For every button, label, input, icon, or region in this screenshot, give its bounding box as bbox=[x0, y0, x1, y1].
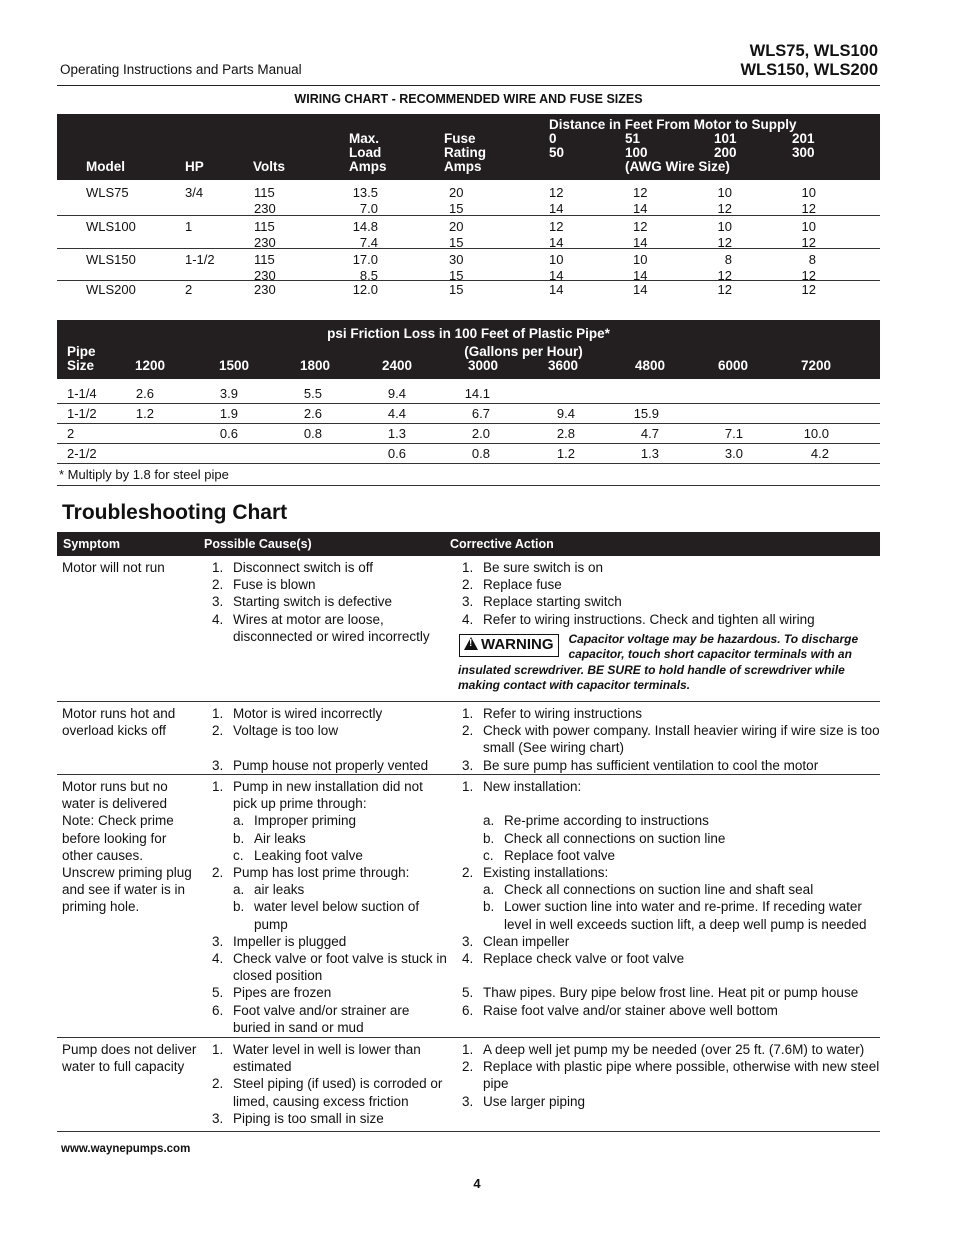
cell-amps: 14.8 7.4 bbox=[352, 219, 378, 250]
cause-list bbox=[207, 559, 447, 645]
cell-value: 2.6 bbox=[135, 386, 154, 401]
action-list bbox=[457, 1041, 880, 1110]
list-item: a. Improper priming bbox=[233, 813, 357, 829]
cell-d3: 10 12 bbox=[717, 185, 732, 216]
symptom: Motor will not run bbox=[62, 560, 165, 575]
col-model: Model bbox=[86, 159, 125, 174]
cell-value: 9.4 bbox=[387, 386, 406, 401]
cell-fuse: 20 15 bbox=[449, 219, 464, 250]
cell-d1: 12 14 bbox=[549, 219, 564, 250]
col-d4: 201 300 bbox=[792, 131, 815, 160]
cell-amps: 12.0 bbox=[352, 282, 378, 297]
website-link[interactable]: www.waynepumps.com bbox=[61, 1143, 191, 1155]
cell-value: 1.2 bbox=[135, 406, 154, 421]
wiring-row bbox=[57, 249, 880, 281]
cell-value: 0.8 bbox=[471, 446, 490, 461]
list-item: 1. New installation: bbox=[462, 779, 582, 794]
symptom: Motor runs but no water is delivered Note: Check prime before looking for other causes. Unscrew priming plug and see if water is in priming hole. bbox=[62, 779, 192, 915]
cell-volts: 115 230 bbox=[254, 219, 276, 250]
cell-amps: 13.5 7.0 bbox=[352, 185, 378, 216]
cell-value: 14.1 bbox=[464, 386, 490, 401]
cause-list bbox=[207, 705, 447, 774]
cell-hp: 3/4 bbox=[185, 185, 204, 200]
cell-value: 1.3 bbox=[387, 426, 406, 441]
friction-loss-chart bbox=[57, 320, 880, 486]
cell-value: 7.1 bbox=[724, 426, 743, 441]
cell-value: 5.5 bbox=[303, 386, 322, 401]
list-item: 3. Replace starting switch bbox=[462, 594, 622, 610]
col-gph: 1500 bbox=[219, 358, 250, 373]
cell-value: 2.8 bbox=[556, 426, 575, 441]
list-item: 1. A deep well jet pump my be needed (over 25 ft. (7.6M) to water) bbox=[462, 1042, 865, 1057]
warning-text: Capacitor voltage may be hazardous. To discharge capacitor, touch short capacitor terminals with an insulated screwdriver. BE SURE to hold handle of screwdriver while making contact with capacitor terminals. bbox=[458, 631, 859, 693]
list-item: a. Re-prime according to instructions bbox=[483, 813, 709, 829]
cell-value: 1.3 bbox=[640, 446, 659, 461]
cell-model: WLS200 bbox=[86, 282, 136, 297]
cell-d2: 10 14 bbox=[633, 252, 648, 283]
cell-d1: 14 bbox=[549, 282, 564, 297]
cell-value: 2.6 bbox=[303, 406, 322, 421]
symptom: Motor runs hot and overload kicks off bbox=[62, 706, 176, 739]
cell-amps: 17.0 8.5 bbox=[352, 252, 378, 283]
cell-d3: 8 12 bbox=[717, 252, 732, 283]
symptom: Pump does not deliver water to full capacity bbox=[62, 1042, 197, 1075]
list-item: 3. Impeller is plugged bbox=[212, 933, 347, 949]
cell-value: 0.6 bbox=[219, 426, 238, 441]
cell-value: 10.0 bbox=[803, 426, 829, 441]
cell-hp: 2 bbox=[185, 282, 193, 297]
cell-model: WLS100 bbox=[86, 219, 136, 234]
cell-d4: 8 12 bbox=[801, 252, 816, 283]
col-distance: Distance in Feet From Motor to Supply bbox=[549, 117, 797, 132]
cell-value: 6.7 bbox=[471, 406, 490, 421]
models-line-2: WLS150, WLS200 bbox=[740, 61, 878, 79]
list-item: 3. Pump house not properly vented bbox=[212, 757, 429, 773]
col-d3: 101 200 bbox=[714, 131, 737, 160]
troubleshooting-row bbox=[57, 1038, 880, 1132]
col-gph: 6000 bbox=[718, 358, 749, 373]
cell-value: 4.4 bbox=[387, 406, 406, 421]
cell-value: 2.0 bbox=[471, 426, 490, 441]
col-fuse: Fuse Rating Amps bbox=[444, 131, 486, 174]
page-number: 4 bbox=[473, 1176, 481, 1191]
cell-d4: 10 12 bbox=[801, 219, 816, 250]
action-list bbox=[457, 778, 880, 1019]
col-gph: 3000 bbox=[468, 358, 499, 373]
cell-pipe-size: 2 bbox=[67, 426, 75, 441]
list-item: c. Leaking foot valve bbox=[233, 847, 363, 863]
cell-value: 0.8 bbox=[303, 426, 322, 441]
list-item: a. Check all connections on suction line and shaft seal bbox=[483, 882, 814, 898]
manual-title: Operating Instructions and Parts Manual bbox=[60, 62, 302, 77]
list-item: 2. Existing installations: bbox=[462, 865, 609, 880]
troubleshooting-row bbox=[57, 556, 880, 702]
list-item: b. Lower suction line into water and re-prime. If receding water level in well exceeds suction lift, a deep well pump is needed bbox=[483, 899, 867, 932]
col-action: Corrective Action bbox=[450, 537, 554, 551]
list-item: 1. Water level in well is lower than estimated bbox=[212, 1042, 421, 1075]
col-gph: 2400 bbox=[382, 358, 413, 373]
friction-subtitle: (Gallons per Hour) bbox=[464, 344, 583, 359]
cell-value: 3.9 bbox=[219, 386, 238, 401]
cell-hp: 1-1/2 bbox=[185, 252, 215, 267]
list-item: 1. Be sure switch is on bbox=[462, 560, 604, 575]
cell-value: 4.7 bbox=[640, 426, 659, 441]
friction-header bbox=[57, 320, 880, 379]
friction-footnote: * Multiply by 1.8 for steel pipe bbox=[57, 464, 880, 486]
col-gph: 1200 bbox=[135, 358, 166, 373]
models-line-1: WLS75, WLS100 bbox=[749, 42, 878, 60]
list-item: 1. Motor is wired incorrectly bbox=[212, 706, 383, 721]
cell-value: 3.0 bbox=[724, 446, 743, 461]
cell-model: WLS75 bbox=[86, 185, 129, 200]
friction-row bbox=[57, 444, 880, 464]
list-item: 1. Refer to wiring instructions bbox=[462, 706, 643, 721]
list-item: 3. Use larger piping bbox=[462, 1093, 586, 1109]
wiring-chart-header bbox=[57, 114, 880, 180]
friction-row bbox=[57, 384, 880, 404]
cell-fuse: 15 bbox=[449, 282, 464, 297]
col-pipe-size: Pipe Size bbox=[67, 344, 96, 373]
wiring-chart bbox=[57, 114, 880, 299]
cell-d1: 10 14 bbox=[549, 252, 564, 283]
troubleshooting-row bbox=[57, 702, 880, 775]
warning-badge: !WARNING bbox=[459, 634, 559, 657]
cell-volts: 115 230 bbox=[254, 252, 276, 283]
model-numbers bbox=[740, 42, 878, 80]
wiring-row bbox=[57, 281, 880, 299]
friction-row bbox=[57, 404, 880, 424]
cell-value: 1.9 bbox=[219, 406, 238, 421]
cell-d2: 12 14 bbox=[633, 185, 648, 216]
cell-value: 4.2 bbox=[810, 446, 829, 461]
cause-list bbox=[207, 1041, 447, 1127]
list-item: 4. Refer to wiring instructions. Check and tighten all wiring bbox=[462, 611, 815, 627]
list-item: 4. Wires at motor are loose, disconnected or wired incorrectly bbox=[212, 611, 430, 644]
col-symptom: Symptom bbox=[63, 537, 120, 551]
friction-title: psi Friction Loss in 100 Feet of Plastic Pipe* bbox=[327, 326, 610, 341]
list-item: 3. Clean impeller bbox=[462, 933, 570, 949]
list-item: b. Check all connections on suction line bbox=[483, 830, 726, 846]
cell-d3: 12 bbox=[717, 282, 732, 297]
col-gph: 7200 bbox=[801, 358, 832, 373]
col-d1: 0 50 bbox=[549, 131, 565, 160]
cell-value: 0.6 bbox=[387, 446, 406, 461]
list-item: 1. Pump in new installation did not pick up prime through: bbox=[212, 779, 423, 812]
cell-d4: 10 12 bbox=[801, 185, 816, 216]
list-item: 2. Replace with plastic pipe where possible, otherwise with new steel pipe bbox=[462, 1059, 880, 1092]
troubleshooting-header bbox=[57, 532, 880, 556]
friction-row bbox=[57, 424, 880, 444]
warning-block bbox=[457, 632, 880, 694]
cell-value: 9.4 bbox=[556, 406, 575, 421]
list-item: c. Replace foot valve bbox=[483, 847, 616, 863]
troubleshooting-title: Troubleshooting Chart bbox=[62, 501, 288, 524]
wiring-row bbox=[57, 180, 880, 216]
list-item: 5. Thaw pipes. Bury pipe below frost line. Heat pit or pump house bbox=[462, 985, 859, 1001]
list-item: 3. Piping is too small in size bbox=[212, 1110, 384, 1126]
cell-pipe-size: 2-1/2 bbox=[67, 446, 97, 461]
list-item: 2. Check with power company. Install heavier wiring if wire size is too small (See wiring chart) bbox=[462, 723, 880, 756]
list-item: 2. Replace fuse bbox=[462, 577, 562, 593]
list-item: 3. Be sure pump has sufficient ventilation to cool the motor bbox=[462, 757, 819, 773]
list-item: 6. Raise foot valve and/or stainer above well bottom bbox=[462, 1002, 778, 1018]
page-header bbox=[57, 40, 880, 86]
cell-pipe-size: 1-1/4 bbox=[67, 386, 97, 401]
cell-value: 1.2 bbox=[556, 446, 575, 461]
cause-list bbox=[207, 778, 447, 1036]
cell-model: WLS150 bbox=[86, 252, 136, 267]
col-volts: Volts bbox=[253, 159, 286, 174]
col-cause: Possible Cause(s) bbox=[204, 537, 312, 551]
cell-fuse: 30 15 bbox=[449, 252, 464, 283]
col-hp: HP bbox=[185, 159, 204, 174]
cell-d2: 14 bbox=[633, 282, 648, 297]
list-item: 6. Foot valve and/or strainer are buried in sand or mud bbox=[212, 1002, 410, 1035]
col-gph: 3600 bbox=[548, 358, 579, 373]
cell-hp: 1 bbox=[185, 219, 193, 234]
col-gph: 4800 bbox=[635, 358, 666, 373]
list-item: b. Air leaks bbox=[233, 830, 306, 846]
col-amps: Max. Load Amps bbox=[349, 131, 387, 174]
cell-fuse: 20 15 bbox=[449, 185, 464, 216]
list-item: 2. Voltage is too low bbox=[212, 723, 339, 739]
cell-d3: 10 12 bbox=[717, 219, 732, 250]
wiring-chart-title: WIRING CHART - RECOMMENDED WIRE AND FUSE SIZES bbox=[294, 92, 643, 106]
troubleshooting-table bbox=[57, 532, 880, 1132]
list-item: 2. Fuse is blown bbox=[212, 577, 316, 593]
list-item: 3. Starting switch is defective bbox=[212, 594, 393, 610]
troubleshooting-row bbox=[57, 775, 880, 1038]
col-gph: 1800 bbox=[300, 358, 331, 373]
wiring-row bbox=[57, 216, 880, 249]
col-d2: 51 100 (AWG Wire Size) bbox=[625, 131, 730, 174]
cell-d4: 12 bbox=[801, 282, 816, 297]
list-item: 2. Pump has lost prime through: bbox=[212, 865, 410, 881]
list-item: b. water level below suction of pump bbox=[233, 899, 420, 932]
action-list bbox=[457, 559, 880, 694]
list-item: 4. Replace check valve or foot valve bbox=[462, 951, 685, 967]
cell-pipe-size: 1-1/2 bbox=[67, 406, 97, 421]
cell-d1: 12 14 bbox=[549, 185, 564, 216]
cell-d2: 12 14 bbox=[633, 219, 648, 250]
list-item: 2. Steel piping (if used) is corroded or limed, causing excess friction bbox=[212, 1076, 443, 1109]
cell-volts: 230 bbox=[254, 282, 276, 297]
cell-value: 15.9 bbox=[633, 406, 659, 421]
list-item: 1. Disconnect switch is off bbox=[212, 560, 374, 575]
list-item: 4. Check valve or foot valve is stuck in closed position bbox=[212, 951, 447, 984]
list-item: 5. Pipes are frozen bbox=[212, 985, 332, 1001]
action-list bbox=[457, 705, 880, 774]
warning-icon bbox=[464, 637, 478, 650]
list-item: a. air leaks bbox=[233, 882, 305, 898]
cell-volts: 115 230 bbox=[254, 185, 276, 216]
